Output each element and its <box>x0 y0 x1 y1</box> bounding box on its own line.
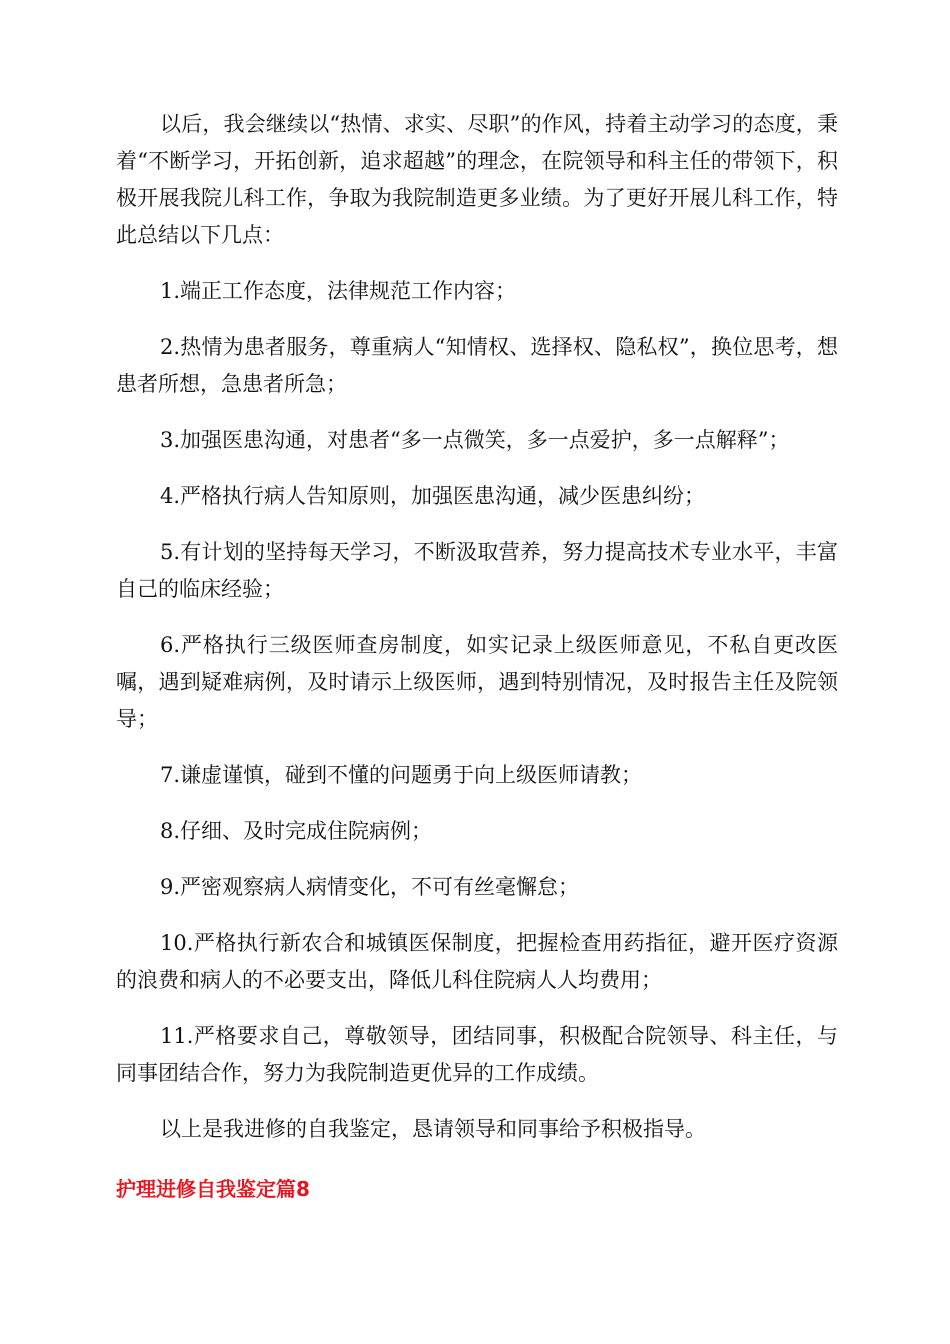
section-heading: 护理进修自我鉴定篇8 <box>116 1177 310 1201</box>
list-item-8: 8.仔细、及时完成住院病例； <box>160 819 433 843</box>
list-item-11: 11.严格要求自己，尊敬领导，团结同事，积极配合院领导、科主任，与同事团结合作，努力为我院制造更优异的工作成绩。 <box>116 1024 838 1085</box>
list-item-1: 1.端正工作态度，法律规范工作内容； <box>160 279 517 303</box>
list-item-7: 7.谦虚谨慎，碰到不懂的问题勇于向上级医师请教； <box>160 763 643 787</box>
list-item-5: 5.有计划的坚持每天学习，不断汲取营养，努力提高技术专业水平，丰富自己的临床经验； <box>116 540 838 601</box>
list-item-9: 9.严密观察病人病情变化，不可有丝毫懈怠； <box>160 875 580 899</box>
intro-paragraph: 以后，我会继续以“热情、求实、尽职”的作风，持着主动学习的态度，秉着“不断学习，开拓创新，追求超越”的理念，在院领导和科主任的带领下，积极开展我院儿科工作，争取为我院制造更多业绩。为了更好开展儿科工作，特此总结以下几点： <box>116 112 838 247</box>
list-item-2: 2.热情为患者服务，尊重病人“知情权、选择权、隐私权”，换位思考，想患者所想，急患者所急； <box>116 335 838 396</box>
list-item-6: 6.严格执行三级医师查房制度，如实记录上级医师意见，不私自更改医嘱，遇到疑难病例，及时请示上级医师，遇到特别情况，及时报告主任及院领导； <box>116 633 838 731</box>
list-item-4: 4.严格执行病人告知原则，加强医患沟通，减少医患纠纷； <box>160 484 706 508</box>
list-item-3: 3.加强医患沟通，对患者“多一点微笑，多一点爱护，多一点解释”； <box>160 428 790 452</box>
list-item-10: 10.严格执行新农合和城镇医保制度，把握检查用药指征，避开医疗资源的浪费和病人的不必要支出，降低儿科住院病人人均费用； <box>116 931 838 992</box>
closing-paragraph: 以上是我进修的自我鉴定，恳请领导和同事给予积极指导。 <box>160 1117 706 1141</box>
document-page <box>116 106 838 1204</box>
